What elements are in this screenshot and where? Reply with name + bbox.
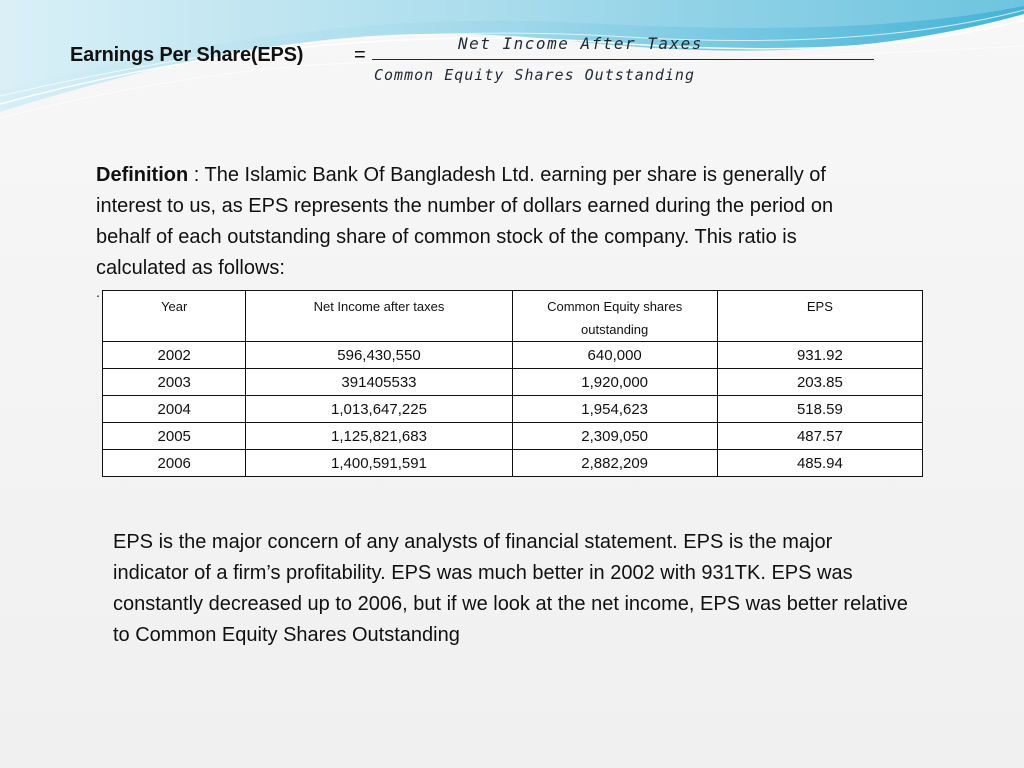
- cell-eps: 487.57: [717, 423, 922, 450]
- cell-year: 2006: [103, 450, 246, 477]
- header-net-income: Net Income after taxes: [246, 291, 512, 342]
- table-row: [103, 342, 923, 369]
- fraction-bar: [372, 59, 874, 60]
- cell-eps: 203.85: [717, 369, 922, 396]
- definition-paragraph: [96, 160, 836, 284]
- equals-sign: =: [354, 44, 366, 66]
- cell-year: 2004: [103, 396, 246, 423]
- summary-paragraph: EPS is the major concern of any analysts of financial statement. EPS is the major indicator of a firm’s profitability. EPS was much better in 2002 with 931TK. EPS was constantly decreased up to 2006, but if we look at the net income, EPS was better relative to Common Equity Shares Outstanding: [113, 531, 908, 646]
- header-equity-shares: Common Equity shares outstanding: [512, 291, 717, 342]
- definition-label: Definition: [96, 164, 189, 186]
- header-eps: EPS: [717, 291, 922, 342]
- cell-year: 2005: [103, 423, 246, 450]
- table-row: [103, 450, 923, 477]
- cell-net-income: 1,125,821,683: [246, 423, 512, 450]
- definition-text: : The Islamic Bank Of Bangladesh Ltd. earning per share is generally of interest to us, as EPS represents the number of dollars earned during the period on behalf of each outstanding share of common stock of the company. This ratio is calculated as follows:: [96, 164, 834, 279]
- cell-year: 2002: [103, 342, 246, 369]
- cell-equity-shares: 1,920,000: [512, 369, 717, 396]
- formula-numerator: Net Income After Taxes: [458, 34, 703, 53]
- bullet-dot: .: [96, 284, 100, 300]
- cell-equity-shares: 1,954,623: [512, 396, 717, 423]
- header-year: Year: [103, 291, 246, 342]
- cell-net-income: 1,400,591,591: [246, 450, 512, 477]
- cell-equity-shares: 640,000: [512, 342, 717, 369]
- cell-net-income: 391405533: [246, 369, 512, 396]
- cell-eps: 518.59: [717, 396, 922, 423]
- eps-formula: [372, 34, 874, 90]
- eps-table: [102, 290, 923, 477]
- cell-equity-shares: 2,882,209: [512, 450, 717, 477]
- cell-equity-shares: 2,309,050: [512, 423, 717, 450]
- cell-net-income: 1,013,647,225: [246, 396, 512, 423]
- cell-year: 2003: [103, 369, 246, 396]
- table-row: [103, 396, 923, 423]
- formula-denominator: Common Equity Shares Outstanding: [374, 66, 695, 84]
- table-row: [103, 369, 923, 396]
- cell-net-income: 596,430,550: [246, 342, 512, 369]
- table-header-row: [103, 291, 923, 342]
- table-row: [103, 423, 923, 450]
- cell-eps: 931.92: [717, 342, 922, 369]
- cell-eps: 485.94: [717, 450, 922, 477]
- page-title: Earnings Per Share(EPS): [70, 44, 304, 66]
